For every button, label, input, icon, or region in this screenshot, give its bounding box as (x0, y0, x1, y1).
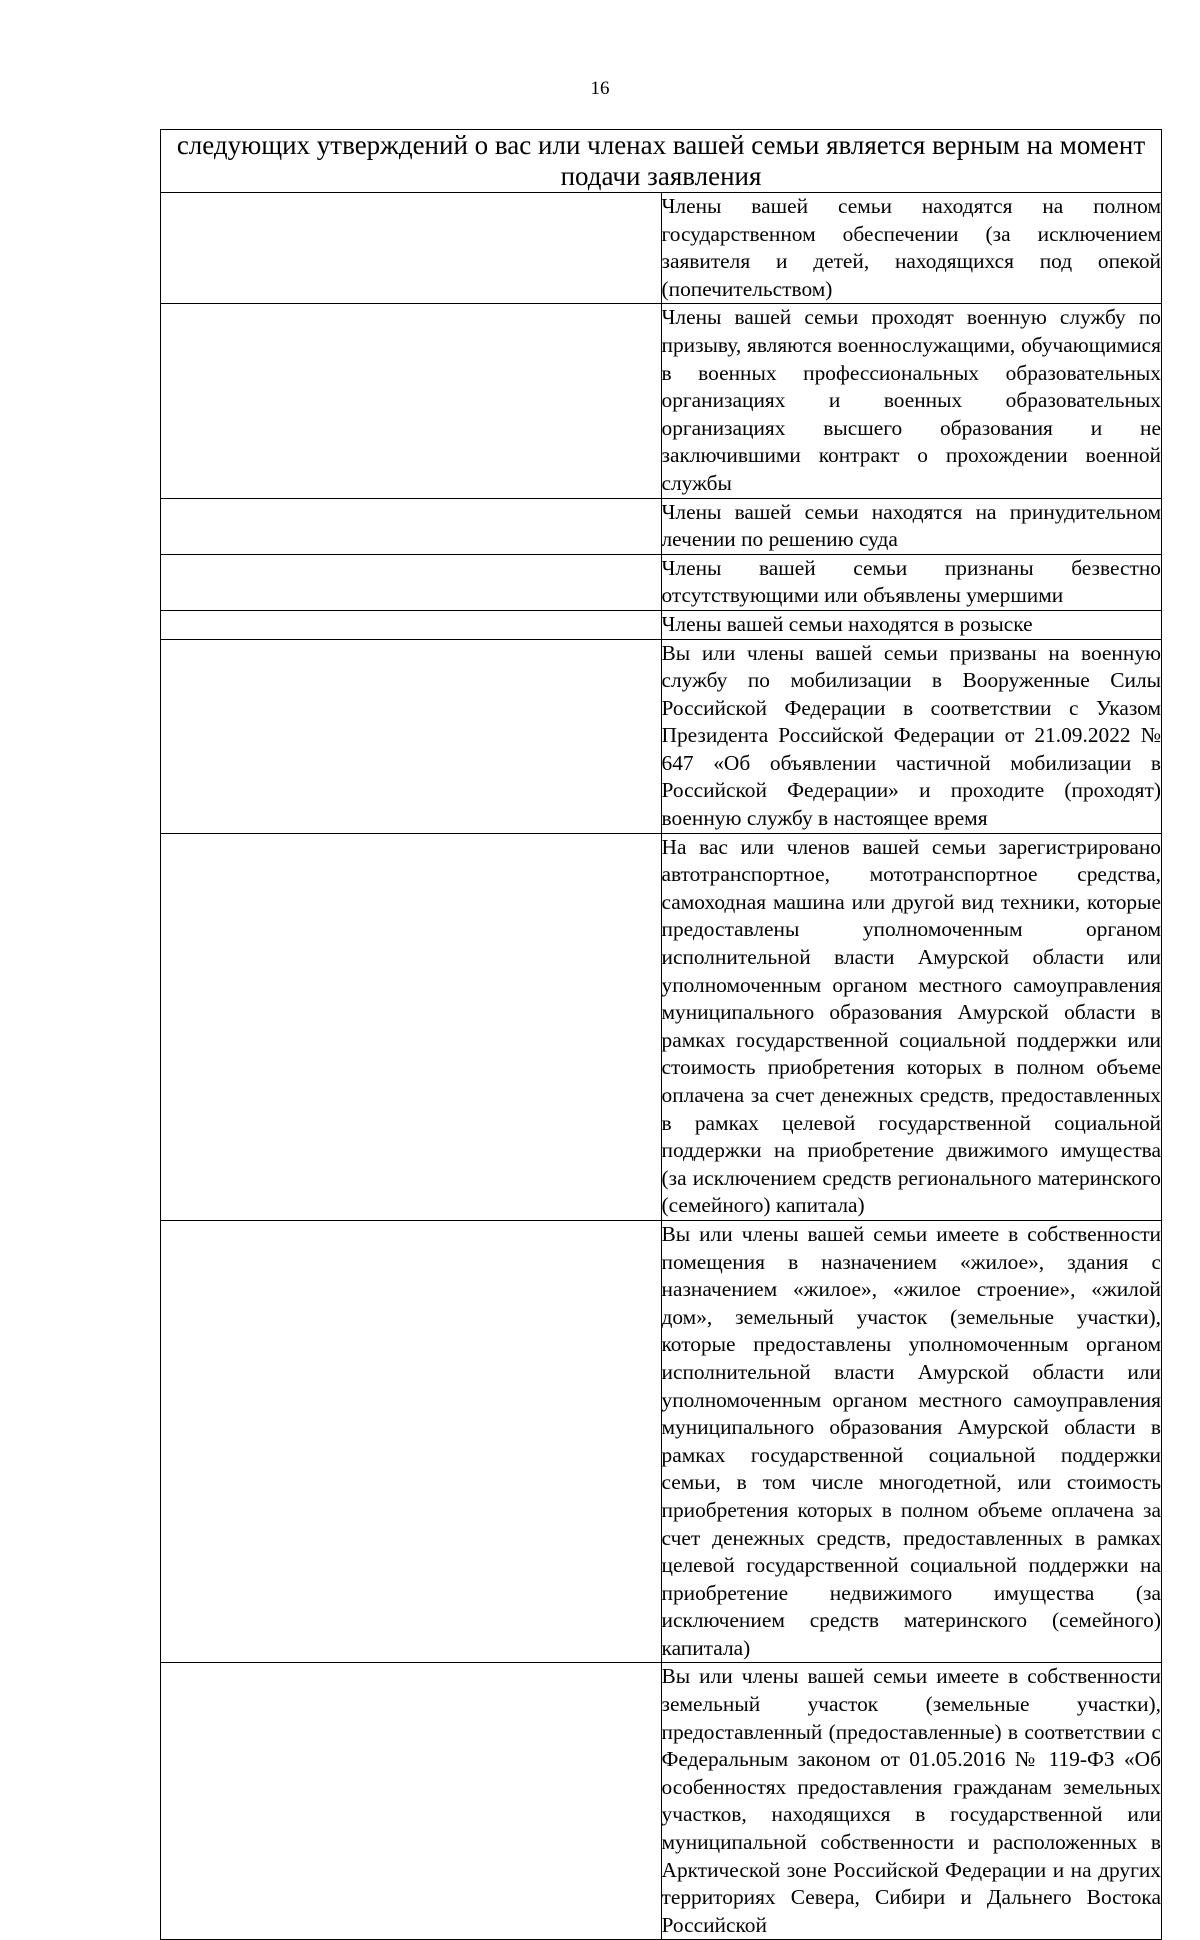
statement-text: Вы или члены вашей семьи имеете в собственности земельный участок (земельные участки), предоставленный (предоставленные) в соответствии с Федеральным законом от 01.05.2016 № 119-ФЗ «Об особенностях предоставления гражданам земельных участков, находящихся в государственной или муниципальной собственности и расположенных в Арктической зоне Российской Федерации и на других территориях Севера, Сибири и Дальнего Востока Российской (661, 1663, 1162, 1940)
table-row (161, 1663, 1162, 1940)
statement-text: Члены вашей семьи признаны безвестно отсутствующими или объявлены умершими (661, 554, 1162, 610)
statement-text: Члены вашей семьи проходят военную службу по призыву, являются военнослужащими, обучающимися в военных профессиональных образовательных организациях и военных образовательных организациях высшего образования и не заключившими контракт о прохождении военной службы (661, 304, 1162, 498)
table-header: следующих утверждений о вас или членах вашей семьи является верным на момент подачи заявления (161, 130, 1162, 193)
table-row (161, 498, 1162, 554)
statement-text: Члены вашей семьи находятся на принудительном лечении по решению суда (661, 498, 1162, 554)
table-row (161, 554, 1162, 610)
checkbox-cell[interactable] (161, 498, 662, 554)
statements-table (160, 129, 1162, 1940)
table-row (161, 639, 1162, 833)
checkbox-cell[interactable] (161, 639, 662, 833)
statement-text: Вы или члены вашей семьи имеете в собственности помещения в назначением «жилое», здания с назначением «жилое», «жилое строение», «жилой дом», земельный участок (земельные участки), которые предоставлены уполномоченным органом исполнительной власти Амурской области или уполномоченным органом местного самоуправления муниципального образования Амурской области в рамках государственной социальной поддержки семьи, в том числе многодетной, или стоимость приобретения которых в полном объеме оплачена за счет денежных средств, предоставленных в рамках целевой государственной социальной поддержки на приобретение недвижимого имущества (за исключением средств материнского (семейного) капитала) (661, 1220, 1162, 1663)
table-row (161, 1220, 1162, 1663)
checkbox-cell[interactable] (161, 304, 662, 498)
table-row (161, 193, 1162, 304)
statement-text: Члены вашей семьи находятся на полном государственном обеспечении (за исключением заявителя и детей, находящихся под опекой (попечительством) (661, 193, 1162, 304)
checkbox-cell[interactable] (161, 554, 662, 610)
checkbox-cell[interactable] (161, 193, 662, 304)
table-row (161, 304, 1162, 498)
checkbox-cell[interactable] (161, 1663, 662, 1940)
checkbox-cell[interactable] (161, 833, 662, 1220)
checkbox-cell[interactable] (161, 610, 662, 639)
statement-text: На вас или членов вашей семьи зарегистрировано автотранспортное, мототранспортное средства, самоходная машина или другой вид техники, которые предоставлены уполномоченным органом исполнительной власти Амурской области или уполномоченным органом местного самоуправления муниципального образования Амурской области в рамках государственной социальной поддержки или стоимость приобретения которых в полном объеме оплачена за счет денежных средств, предоставленных в рамках целевой государственной социальной поддержки на приобретение движимого имущества (за исключением средств регионального материнского (семейного) капитала) (661, 833, 1162, 1220)
table-header-row (161, 130, 1162, 193)
table-row (161, 610, 1162, 639)
table-row (161, 833, 1162, 1220)
statement-text: Члены вашей семьи находятся в розыске (661, 610, 1162, 639)
checkbox-cell[interactable] (161, 1220, 662, 1663)
statement-text: Вы или члены вашей семьи призваны на военную службу по мобилизации в Вооруженные Силы Российской Федерации в соответствии с Указом Президента Российской Федерации от 21.09.2022 № 647 «Об объявлении частичной мобилизации в Российской Федерации» и проходите (проходят) военную службу в настоящее время (661, 639, 1162, 833)
page-number: 16 (590, 78, 610, 99)
